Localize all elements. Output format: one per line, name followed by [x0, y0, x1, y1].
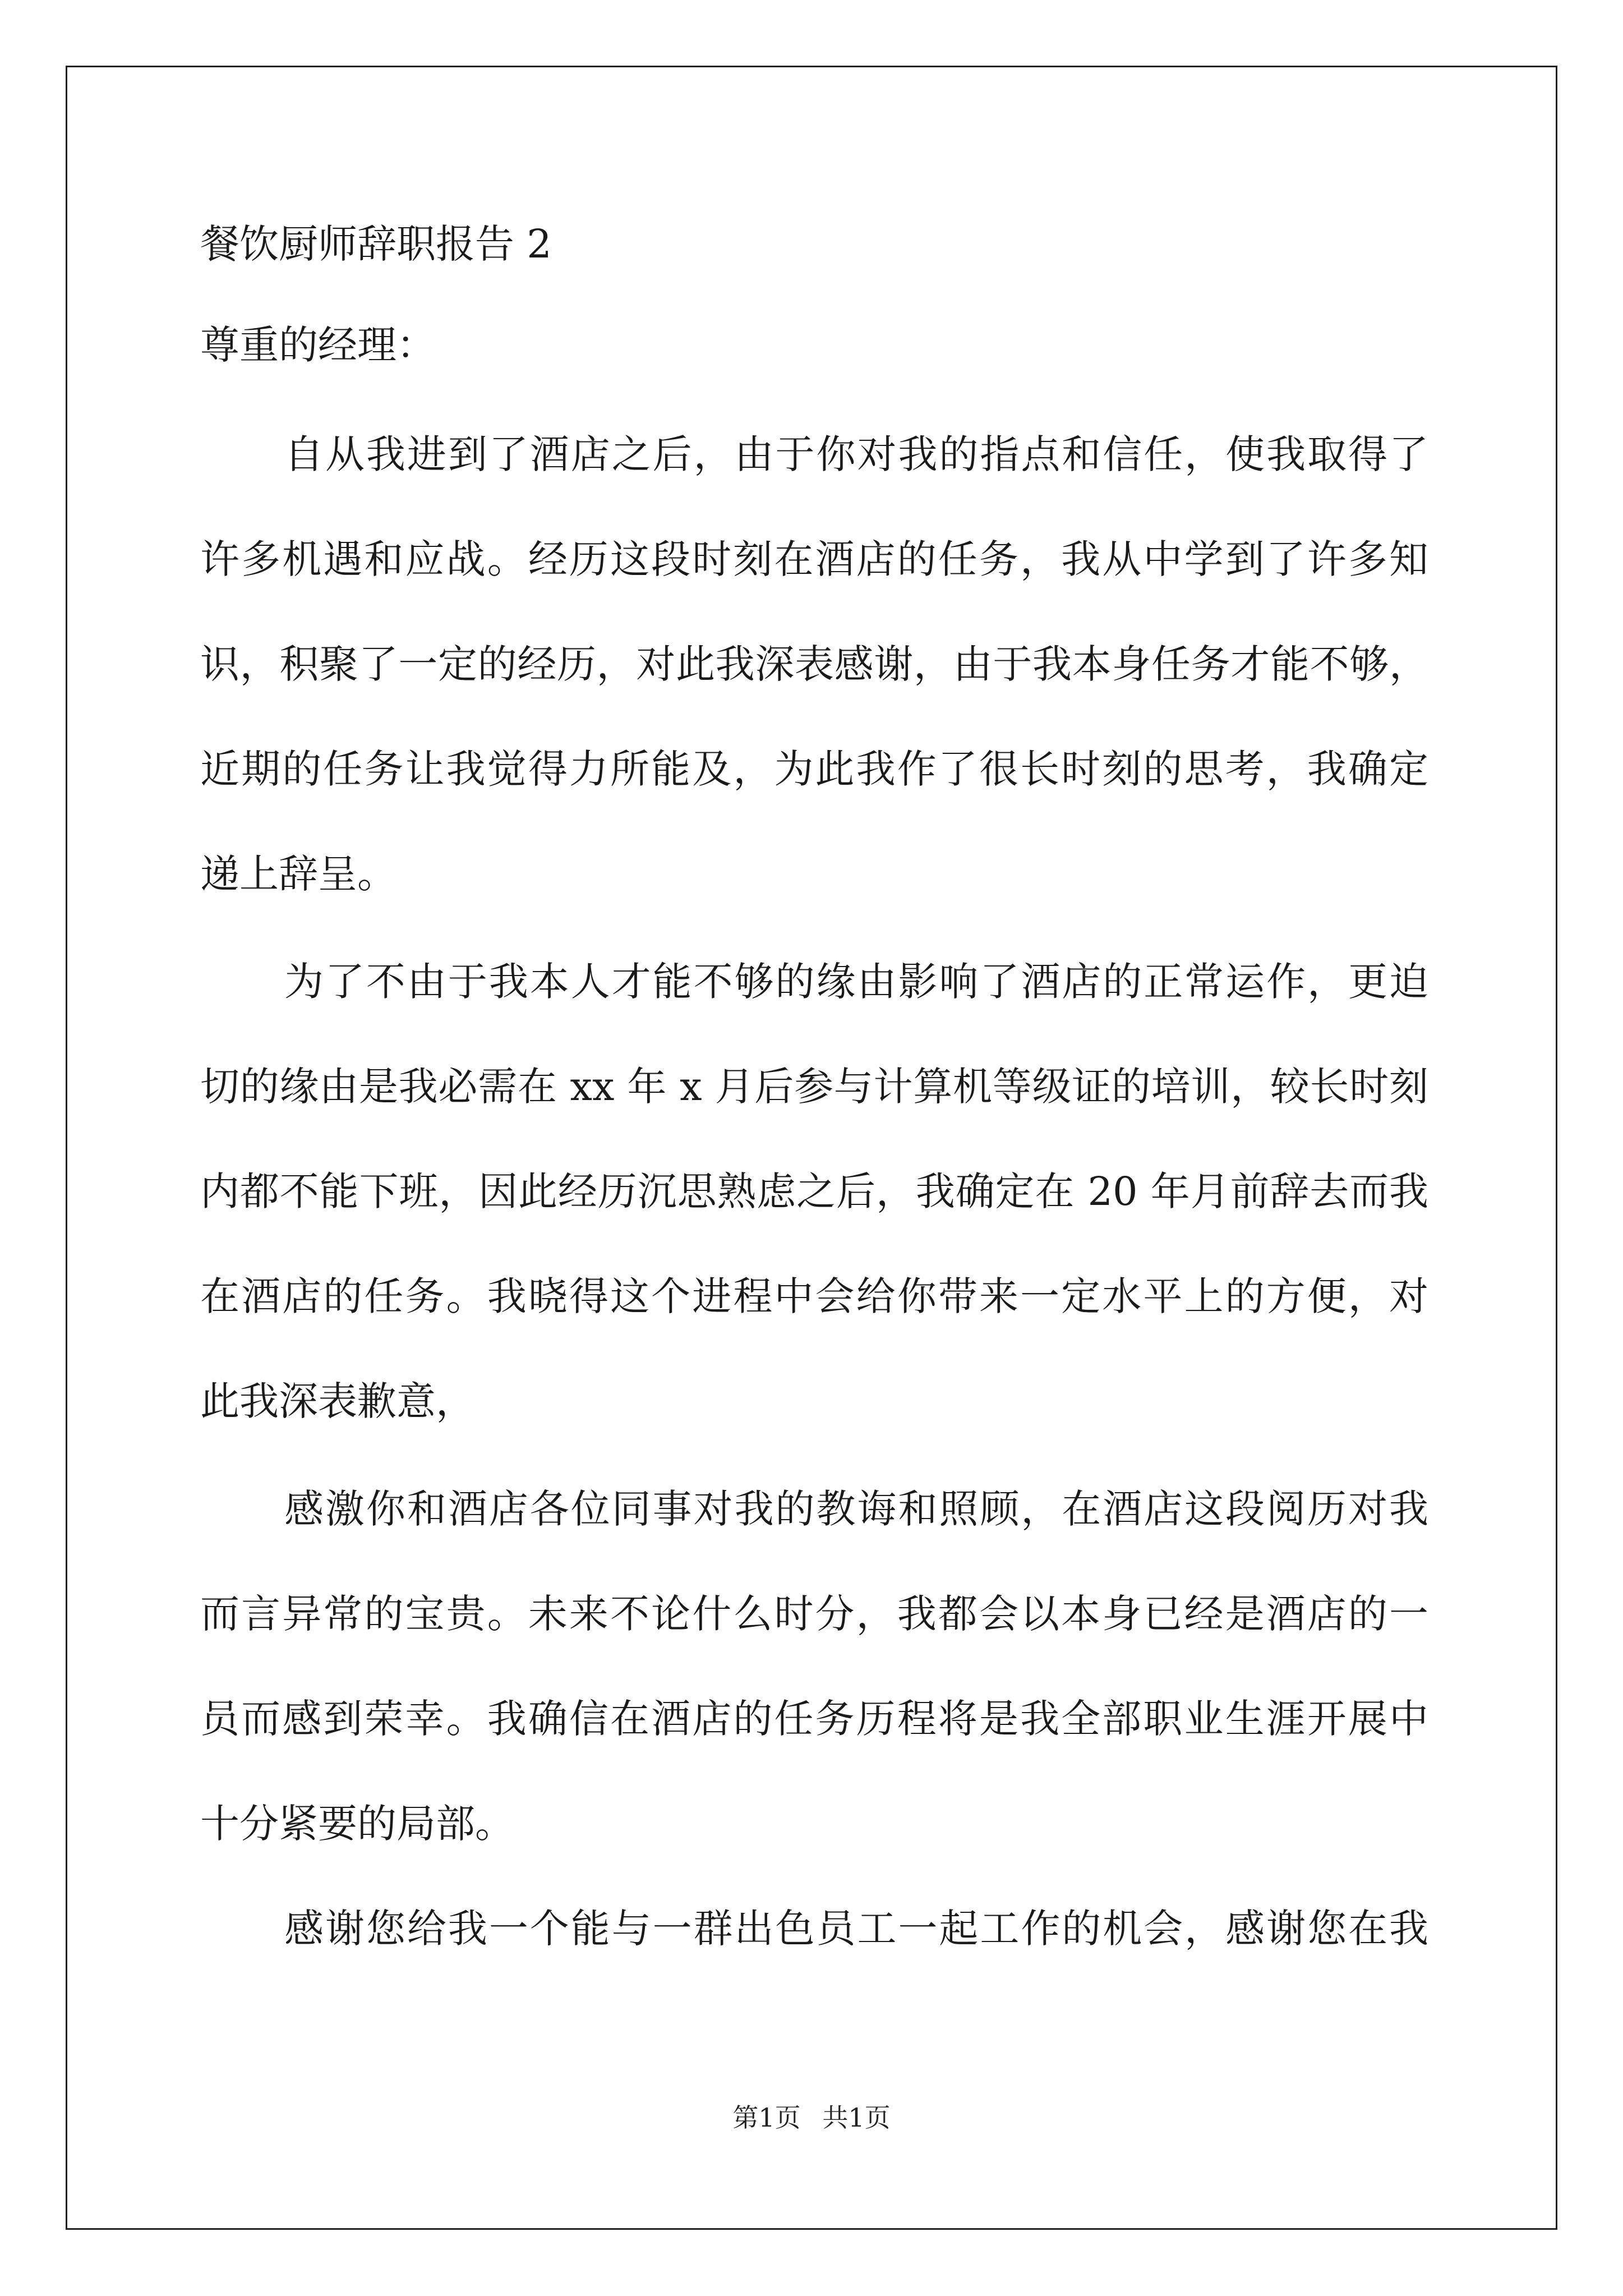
- paragraph-line: 识，积聚了一定的经历，对此我深表感谢，由于我本身任务才能不够，: [200, 641, 1428, 687]
- page-total: 共1页: [822, 2102, 891, 2133]
- paragraph-line: 员而感到荣幸。我确信在酒店的任务历程将是我全部职业生涯开展中: [200, 1696, 1428, 1742]
- paragraph-line: 切的缘由是我必需在 xx 年 x 月后参与计算机等级证的培训，较长时刻: [200, 1064, 1428, 1110]
- document-title: 餐饮厨师辞职报告 2: [200, 221, 552, 267]
- paragraph-line: 近期的任务让我觉得力所能及，为此我作了很长时刻的思考，我确定: [200, 746, 1428, 792]
- paragraph-line: 此我深表歉意，: [200, 1378, 475, 1424]
- paragraph-line: 感激你和酒店各位同事对我的教诲和照顾，在酒店这段阅历对我: [284, 1486, 1428, 1532]
- paragraph-line: 内都不能下班，因此经历沉思熟虑之后，我确定在 20 年月前辞去而我: [200, 1168, 1428, 1214]
- salutation: 尊重的经理：: [200, 322, 436, 368]
- paragraph-line: 递上辞呈。: [200, 851, 396, 897]
- paragraph-line: 自从我进到了酒店之后，由于你对我的指点和信任，使我取得了: [284, 431, 1428, 477]
- paragraph-line: 而言异常的宝贵。未来不论什么时分，我都会以本身已经是酒店的一: [200, 1591, 1428, 1637]
- page-number: 第1页: [732, 2102, 801, 2133]
- paragraph-line: 十分紧要的局部。: [200, 1801, 514, 1847]
- paragraph-line: 在酒店的任务。我晓得这个进程中会给你带来一定水平上的方便，对: [200, 1273, 1428, 1319]
- paragraph-line: 为了不由于我本人才能不够的缘由影响了酒店的正常运作，更迫: [284, 959, 1428, 1005]
- page-footer: [0, 2101, 1623, 2134]
- paragraph-line: 感谢您给我一个能与一群出色员工一起工作的机会，感谢您在我: [284, 1906, 1428, 1952]
- paragraph-line: 许多机遇和应战。经历这段时刻在酒店的任务，我从中学到了许多知: [200, 536, 1428, 582]
